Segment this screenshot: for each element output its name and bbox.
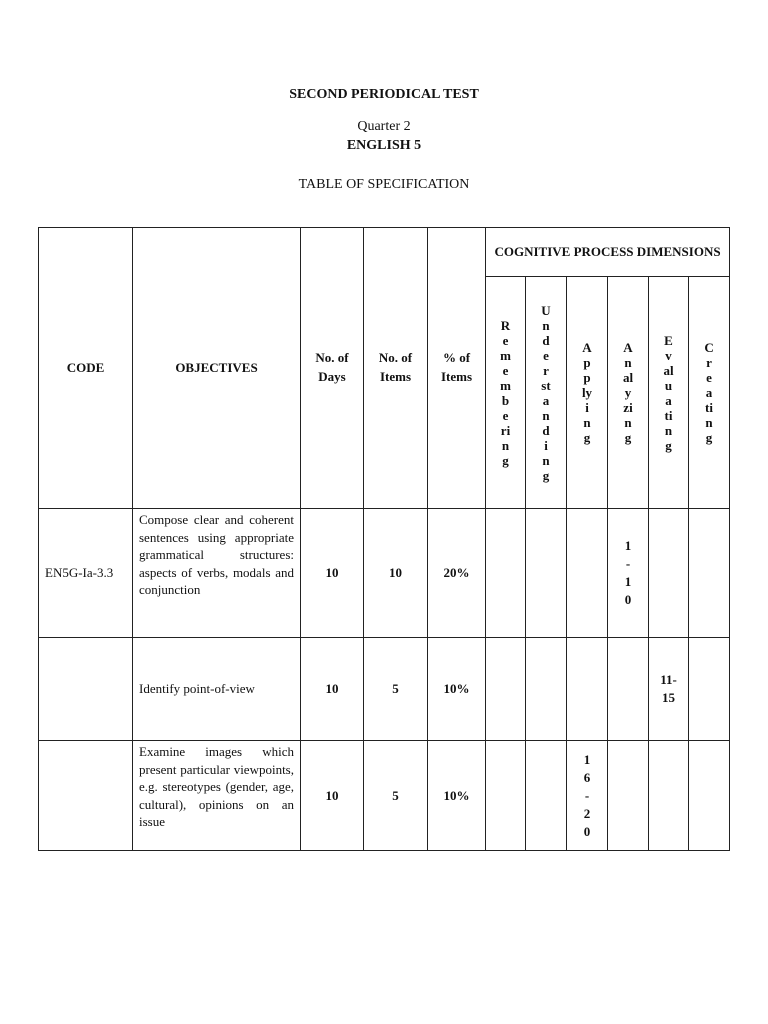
range-char: 11- — [660, 672, 677, 687]
header-letter: p — [583, 355, 591, 370]
row-objective: Compose clear and coherent sentences using appropriate grammatical structures: aspects of verbs, modals and conjunction — [133, 509, 301, 638]
cell-understanding — [526, 638, 567, 741]
cell-creating — [689, 509, 730, 638]
header-letter: ly — [581, 385, 593, 400]
cell-understanding — [526, 509, 567, 638]
header-row-1 — [39, 228, 730, 277]
header-evaluating — [649, 277, 689, 509]
range-char: 0 — [583, 823, 591, 839]
header-items: No. of Items — [364, 228, 428, 509]
header-letter: g — [542, 467, 550, 483]
header-letter: al — [663, 362, 674, 378]
test-title: SECOND PERIODICAL TEST — [289, 87, 479, 102]
header-letter: a — [705, 385, 713, 400]
header-letter: A — [582, 340, 592, 355]
subject-label: ENGLISH 5 — [346, 138, 422, 153]
header-letter: n — [624, 415, 632, 430]
header-letter: a — [542, 392, 550, 408]
cell-understanding — [526, 741, 567, 851]
header-letter: m — [500, 377, 511, 393]
table-row — [39, 509, 730, 638]
row-percent: 20% — [428, 509, 486, 638]
header-letter: r — [706, 355, 712, 370]
header-letter: g — [583, 430, 591, 445]
header-letter: g — [705, 430, 713, 445]
header-understanding — [526, 277, 567, 509]
header-letter: ri — [500, 422, 511, 438]
header-objectives: OBJECTIVES — [133, 228, 301, 509]
cell-analyzing — [608, 638, 649, 741]
range-char: 15 — [662, 690, 675, 705]
cell-remembering — [486, 638, 526, 741]
header-letter: n — [542, 317, 550, 333]
header-letter: y — [624, 385, 632, 400]
cell-analyzing-range — [608, 509, 649, 638]
header-letter: e — [502, 362, 509, 378]
range-char: - — [625, 556, 631, 571]
row-code — [39, 638, 133, 741]
range-char: 1 — [583, 751, 591, 767]
range-char: 1 — [624, 574, 632, 589]
row-items: 5 — [364, 638, 428, 741]
header-letter: n — [705, 415, 713, 430]
row-days: 10 — [301, 509, 364, 638]
header-letter: al — [622, 370, 634, 385]
cell-creating — [689, 638, 730, 741]
cell-remembering — [486, 741, 526, 851]
row-percent: 10% — [428, 638, 486, 741]
header-letter: n — [624, 355, 632, 370]
header-letter: e — [543, 347, 549, 363]
header-letter: d — [542, 422, 550, 438]
range-char: 0 — [624, 592, 632, 607]
cell-remembering — [486, 509, 526, 638]
header-code: CODE — [39, 228, 133, 509]
header-letter: v — [665, 347, 672, 363]
header-creating — [689, 277, 730, 509]
row-objective: Examine images which present particular viewpoints, e.g. stereotypes (gender, age, cultural), opinions on an issue — [133, 741, 301, 851]
header-letter: i — [544, 437, 548, 453]
row-percent: 10% — [428, 741, 486, 851]
header-letter: n — [583, 415, 591, 430]
row-items: 5 — [364, 741, 428, 851]
cell-evaluating — [649, 741, 689, 851]
header-letter: d — [542, 332, 550, 348]
row-days: 10 — [301, 638, 364, 741]
header-letter: a — [665, 392, 672, 408]
row-objective: Identify point-of-view — [133, 638, 301, 741]
specification-table — [38, 227, 730, 851]
quarter-label: Quarter 2 — [357, 119, 411, 134]
row-days: 10 — [301, 741, 364, 851]
row-code: EN5G-Ia-3.3 — [39, 509, 133, 638]
header-letter: e — [502, 407, 509, 423]
cell-evaluating — [649, 509, 689, 638]
header-remembering — [486, 277, 526, 509]
table-title: TABLE OF SPECIFICATION — [298, 177, 470, 192]
range-char: 1 — [624, 538, 632, 553]
range-char: 2 — [583, 805, 591, 821]
table-row — [39, 638, 730, 741]
header-letter: ti — [664, 407, 673, 423]
range-char: 6 — [583, 769, 591, 785]
header-letter: n — [542, 407, 550, 423]
cell-evaluating-range — [649, 638, 689, 741]
cell-applying — [567, 638, 608, 741]
header-letter: b — [501, 392, 510, 408]
header-letter: g — [665, 437, 672, 453]
header-letter: g — [624, 430, 632, 445]
header-letter: r — [543, 362, 549, 378]
header-letter: C — [704, 340, 714, 355]
header-letter: e — [706, 370, 712, 385]
header-letter: u — [664, 377, 673, 393]
header-letter: i — [585, 400, 589, 415]
header-days: No. of Days — [301, 228, 364, 509]
header-letter: st — [541, 377, 551, 393]
header-letter: n — [542, 452, 550, 468]
range-char: - — [584, 787, 590, 803]
header-letter: p — [583, 370, 591, 385]
header-letter: ti — [705, 400, 713, 415]
header-letter: A — [623, 340, 633, 355]
header-letter: e — [502, 332, 509, 348]
header-letter: g — [502, 452, 509, 468]
header-letter: m — [500, 347, 511, 363]
header-letter: U — [541, 302, 551, 318]
cell-applying-range — [567, 741, 608, 851]
header-letter: R — [500, 317, 511, 333]
cell-applying — [567, 509, 608, 638]
header-letter: n — [664, 422, 673, 438]
cell-analyzing — [608, 741, 649, 851]
row-code — [39, 741, 133, 851]
table-row — [39, 741, 730, 851]
header-letter: zi — [623, 400, 633, 415]
header-percent: % of Items — [428, 228, 486, 509]
row-items: 10 — [364, 509, 428, 638]
header-letter: E — [664, 332, 673, 348]
header-analyzing — [608, 277, 649, 509]
header-letter: n — [501, 437, 510, 453]
header-applying — [567, 277, 608, 509]
cell-creating — [689, 741, 730, 851]
header-cognitive-dimensions: COGNITIVE PROCESS DIMENSIONS — [486, 228, 730, 277]
